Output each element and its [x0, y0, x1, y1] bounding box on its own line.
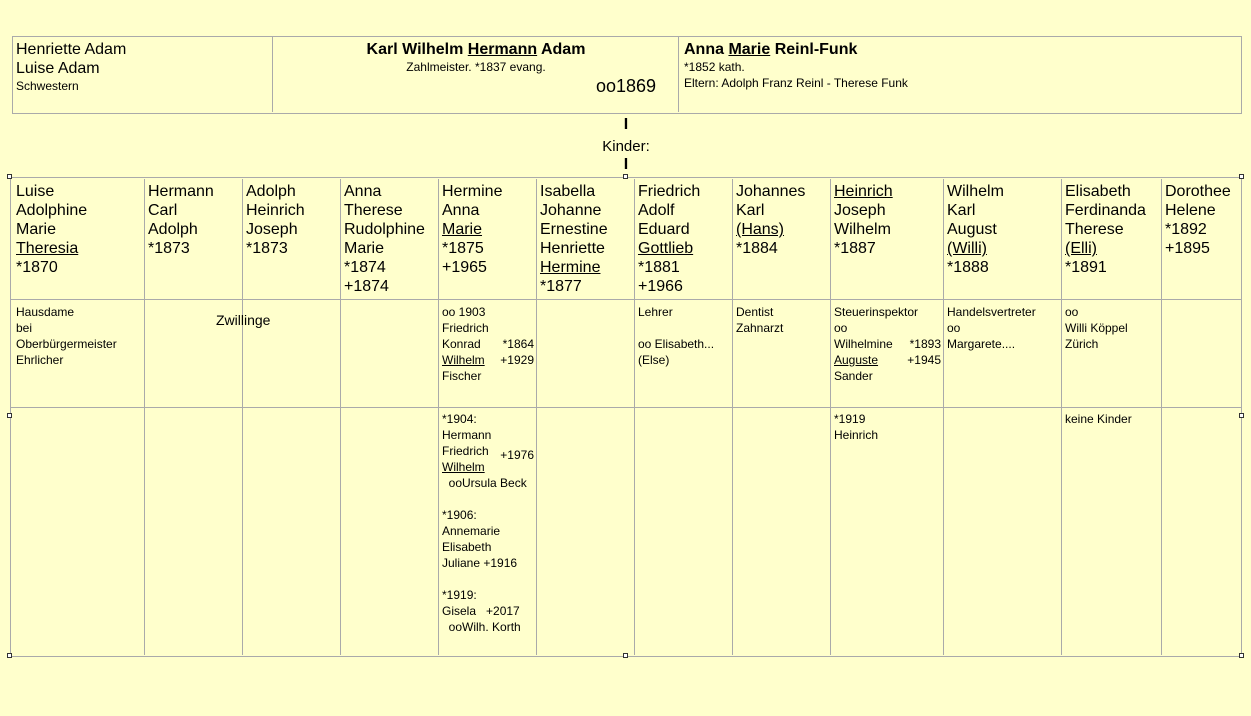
descendant-line: *1906: — [442, 508, 477, 522]
child-name-line: Ernestine — [540, 221, 608, 238]
child-name-line: Carl — [148, 202, 178, 219]
occupation-line — [638, 320, 730, 336]
occupation-line: Zahnarzt — [736, 321, 784, 335]
occupation-line: Oberbürgermeister — [16, 337, 117, 351]
descendant-line: *1919: — [442, 588, 477, 602]
occupation-line: Hausdame — [16, 305, 75, 319]
occupation-line: Willi Köppel — [1065, 321, 1128, 335]
descendant-date: +1976 — [500, 448, 534, 462]
child-name-line: Joseph — [246, 221, 298, 238]
descendant-line: ooUrsula Beck — [442, 476, 527, 490]
child-name-line: Joseph — [834, 202, 886, 219]
child-name-line: Friedrich — [638, 183, 701, 200]
occupation-line: Wilhelmine — [834, 337, 893, 351]
column-divider — [536, 179, 537, 655]
occupation-line: Steuerinspektor — [834, 305, 919, 319]
descendant-line: *1904: — [442, 412, 477, 426]
father-info: Zahlmeister. *1837 evang. — [406, 60, 546, 74]
resize-handle[interactable] — [1239, 653, 1244, 658]
descendant-line: Wilhelm — [442, 460, 485, 474]
twins-label: Zwillinge — [216, 312, 271, 328]
spouse-date: *1893 — [909, 337, 941, 351]
column-divider — [830, 179, 831, 655]
child-name-line: Johannes — [736, 183, 806, 200]
child-name-line: Rudolphine — [344, 221, 425, 238]
child-name[interactable] — [1065, 182, 1159, 277]
descendant-line: Friedrich — [442, 444, 489, 458]
occupation-line: Zürich — [1065, 337, 1099, 351]
descendant-line — [442, 571, 534, 587]
child-name-line: Hermine — [442, 183, 503, 200]
descendant-line: ooWilh. Korth — [442, 620, 521, 634]
column-divider — [242, 179, 243, 655]
occupation-line: oo — [1065, 305, 1079, 319]
child-name-line: Adolph — [148, 221, 198, 238]
column-divider — [144, 179, 145, 655]
spouse-dates — [907, 336, 941, 368]
column-divider — [732, 179, 733, 655]
child-name-line: +1874 — [344, 278, 389, 295]
occupation-line: bei — [16, 321, 33, 335]
descendant-line: *1919 — [834, 412, 866, 426]
occupation-line: Dentist — [736, 305, 774, 319]
child-descendants[interactable] — [1065, 411, 1159, 427]
child-name-line: Therese — [344, 202, 403, 219]
descendant-line — [442, 491, 534, 507]
child-name-line: *1870 — [16, 259, 58, 276]
child-name-line: +1895 — [1165, 240, 1210, 257]
child-name-line: Hermann — [148, 183, 214, 200]
descendant-line: Hermann — [442, 428, 492, 442]
child-name[interactable] — [148, 182, 240, 258]
child-name[interactable] — [344, 182, 436, 296]
father-name: Karl Wilhelm Hermann Adam — [366, 41, 586, 58]
child-occupation[interactable] — [947, 304, 1059, 352]
spouse-date: *1864 — [502, 337, 534, 351]
child-name-line: Ferdinanda — [1065, 202, 1146, 219]
occupation-line: Friedrich — [442, 321, 489, 335]
sisters-box — [16, 40, 266, 94]
connector-bar: I — [623, 116, 629, 133]
child-name-line: Anna — [442, 202, 480, 219]
child-name[interactable] — [947, 182, 1059, 277]
child-name-line: Isabella — [540, 183, 596, 200]
descendant-line: keine Kinder — [1065, 412, 1132, 426]
child-name-line: *1873 — [148, 240, 190, 257]
child-name-line: Henriette — [540, 240, 605, 257]
occupation-line: Auguste — [834, 353, 879, 367]
descendant-line: Annemarie — [442, 524, 501, 538]
child-name-line: Johanne — [540, 202, 602, 219]
child-name-line: +1966 — [638, 278, 683, 295]
child-name-line: Marie — [442, 221, 483, 238]
child-name-line: Karl — [736, 202, 765, 219]
child-name[interactable] — [540, 182, 632, 296]
child-name-line: Hermine — [540, 259, 601, 276]
child-name-line: Theresia — [16, 240, 79, 257]
child-occupation[interactable] — [1065, 304, 1159, 352]
child-name-line: Gottlieb — [638, 240, 694, 257]
occupation-line: Sander — [834, 369, 873, 383]
child-occupation[interactable] — [442, 304, 534, 384]
child-name-line: Eduard — [638, 221, 690, 238]
occupation-line: Margarete.... — [947, 337, 1016, 351]
header-divider — [678, 36, 679, 112]
child-occupation[interactable] — [834, 304, 941, 384]
child-name-line: Therese — [1065, 221, 1124, 238]
father-box — [276, 40, 676, 96]
occupation-line: (Else) — [638, 353, 670, 367]
header-divider — [272, 36, 273, 112]
child-occupation[interactable] — [638, 304, 730, 368]
sisters-note: Schwestern — [16, 79, 79, 93]
occupation-line: oo Elisabeth... — [638, 337, 715, 351]
resize-handle[interactable] — [7, 653, 12, 658]
descendant-line: Heinrich — [834, 428, 879, 442]
child-name[interactable] — [834, 182, 941, 258]
occupation-line: Fischer — [442, 369, 482, 383]
occupation-line: Konrad — [442, 337, 481, 351]
occupation-line: oo — [947, 321, 961, 335]
child-name-line: Wilhelm — [834, 221, 891, 238]
resize-handle[interactable] — [1239, 174, 1244, 179]
child-name-line: Dorothee — [1165, 183, 1231, 200]
row-divider — [10, 299, 1242, 300]
occupation-line: Handelsvertreter — [947, 305, 1036, 319]
children-label: Kinder: — [602, 138, 650, 155]
resize-handle[interactable] — [623, 653, 628, 658]
child-name-line: *1887 — [834, 240, 876, 257]
row-divider — [10, 407, 1242, 408]
mother-name: Anna Marie Reinl-Funk — [684, 41, 858, 58]
sister-name: Luise Adam — [16, 60, 100, 77]
child-name-line: *1884 — [736, 240, 778, 257]
child-name-line: Marie — [344, 240, 385, 257]
child-name-line: Heinrich — [246, 202, 305, 219]
child-name[interactable] — [736, 182, 828, 258]
child-name-line: Adolph — [246, 183, 296, 200]
child-descendants[interactable] — [442, 411, 534, 635]
child-name[interactable] — [1165, 182, 1240, 258]
child-name-line: (Elli) — [1065, 240, 1097, 257]
child-name-line: Adolf — [638, 202, 675, 219]
child-name-line: Elisabeth — [1065, 183, 1131, 200]
spouse-date: +1929 — [500, 353, 534, 367]
descendant-line: Juliane +1916 — [442, 556, 518, 570]
sister-name: Henriette Adam — [16, 41, 127, 58]
child-name-line: Luise — [16, 183, 55, 200]
occupation-line: Wilhelm — [442, 353, 485, 367]
occupation-line: oo 1903 — [442, 305, 486, 319]
child-name-line: Karl — [947, 202, 976, 219]
occupation-line: Lehrer — [638, 305, 673, 319]
child-name-line: Marie — [16, 221, 57, 238]
child-name-line: *1881 — [638, 259, 680, 276]
occupation-line: oo — [834, 321, 848, 335]
child-name-line: (Hans) — [736, 221, 785, 238]
resize-handle[interactable] — [1239, 413, 1244, 418]
child-name-line: August — [947, 221, 997, 238]
child-name-line: *1888 — [947, 259, 989, 276]
child-name[interactable] — [442, 182, 534, 277]
column-divider — [943, 179, 944, 655]
occupation-line: Ehrlicher — [16, 353, 64, 367]
child-name-line: Anna — [344, 183, 382, 200]
spouse-dates — [500, 336, 534, 368]
column-divider — [634, 179, 635, 655]
child-name-line: Helene — [1165, 202, 1216, 219]
mother-box — [684, 40, 1234, 91]
child-name[interactable] — [16, 182, 142, 277]
resize-handle[interactable] — [7, 174, 12, 179]
child-name-line: *1874 — [344, 259, 386, 276]
child-name-line: +1965 — [442, 259, 487, 276]
column-divider — [340, 179, 341, 655]
child-name-line: *1891 — [1065, 259, 1107, 276]
column-divider — [1161, 179, 1162, 655]
child-name[interactable] — [638, 182, 730, 296]
mother-info: *1852 kath. — [684, 60, 745, 74]
child-name[interactable] — [246, 182, 338, 258]
marriage-year: oo1869 — [596, 76, 657, 96]
descendant-line: Gisela +2017 — [442, 604, 520, 618]
child-name-line: (Willi) — [947, 240, 987, 257]
child-name-line: *1875 — [442, 240, 484, 257]
child-name-line: *1892 — [1165, 221, 1207, 238]
resize-handle[interactable] — [623, 174, 628, 179]
column-divider — [438, 179, 439, 655]
descendant-line: Elisabeth — [442, 540, 492, 554]
child-name-line: Wilhelm — [947, 183, 1004, 200]
child-name-line: *1877 — [540, 278, 582, 295]
child-occupation[interactable] — [736, 304, 828, 336]
child-name-line: Adolphine — [16, 202, 88, 219]
column-divider — [1061, 179, 1062, 655]
child-name-line: Heinrich — [834, 183, 893, 200]
child-descendants[interactable] — [834, 411, 941, 443]
child-name-line: *1873 — [246, 240, 288, 257]
connector-bar: I — [623, 156, 629, 173]
resize-handle[interactable] — [7, 413, 12, 418]
mother-parents: Eltern: Adolph Franz Reinl - Therese Funk — [684, 76, 908, 90]
spouse-date: +1945 — [907, 353, 941, 367]
child-occupation[interactable] — [16, 304, 142, 368]
